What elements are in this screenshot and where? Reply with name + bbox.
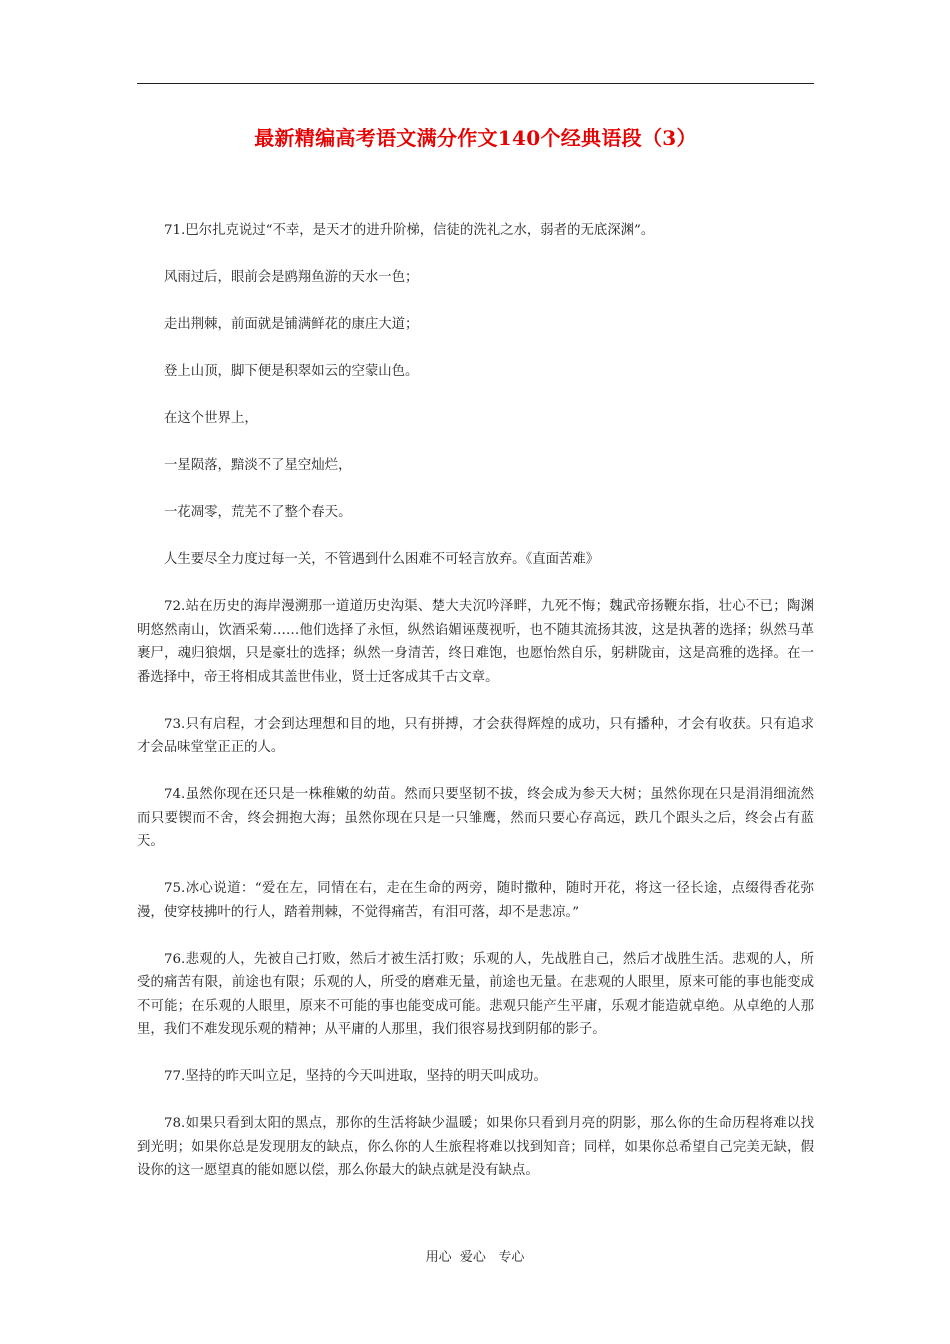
- paragraph-71-line-5: 一星陨落，黯淡不了星空灿烂，: [164, 458, 352, 473]
- paragraph-71-line-4: 在这个世界上，: [164, 411, 258, 426]
- paragraph-71-line-1: 风雨过后，眼前会是鸥翔鱼游的天水一色；: [164, 270, 419, 285]
- paragraph-71-line-2: 走出荆棘，前面就是铺满鲜花的康庄大道；: [164, 317, 419, 332]
- paragraph-77: 77.坚持的昨天叫立足，坚持的今天叫进取，坚持的明天叫成功。: [164, 1069, 547, 1084]
- paragraph-74: 74.虽然你现在还只是一株稚嫩的幼苗。然而只要坚韧不拔，终会成为参天大树；虽然你现在只是涓涓细流然而只要锲而不舍，终会拥抱大海；虽然你现在只是一只雏鹰，然而只要心存高远，跌几个跟头之后，终会占有蓝天。: [137, 787, 814, 849]
- document-body: [137, 219, 814, 1183]
- document-title: 最新精编高考语文满分作文140个经典语段（3）: [254, 126, 697, 150]
- page-footer: 用心 爱心 专心: [425, 1250, 525, 1265]
- paragraph-76: 76.悲观的人，先被自己打败，然后才被生活打败；乐观的人，先战胜自己，然后才战胜生活。悲观的人，所受的痛苦有限，前途也有限；乐观的人，所受的磨难无量，前途也无量。在悲观的人眼里，原来可能的事也能变成不可能；在乐观的人眼里，原来不可能的事也能变成可能。悲观只能产生平庸，乐观才能造就卓绝。从卓绝的人那里，我们不难发现乐观的精神；从平庸的人那里，我们很容易找到阴郁的影子。: [137, 951, 814, 1037]
- paragraph-71-conclusion: 人生要尽全力度过每一关，不管遇到什么困难不可轻言放弃。《直面苦难》: [164, 552, 600, 567]
- paragraph-78: 78.如果只看到太阳的黑点，那你的生活将缺少温暖；如果你只看到月亮的阴影，那么你的生命历程将难以找到光明；如果你总是发现朋友的缺点，你么你的人生旅程将难以找到知音；同样，如果你总希望自己完美无缺，假设你的这一愿望真的能如愿以偿，那么你最大的缺点就是没有缺点。: [137, 1116, 814, 1178]
- paragraph-75: 75.冰心说道：“爱在左，同情在右，走在生命的两旁，随时撒种，随时开花，将这一径长途，点缀得香花弥漫，使穿枝拂叶的行人，踏着荆棘，不觉得痛苦，有泪可落，却不是悲凉。”: [137, 881, 814, 920]
- paragraph-71-line-6: 一花凋零，荒芜不了整个春天。: [164, 505, 352, 520]
- paragraph-72: 72.站在历史的海岸漫溯那一道道历史沟渠、楚大夫沉吟泽畔，九死不悔；魏武帝扬鞭东指，壮心不已；陶渊明悠然南山，饮酒采菊……他们选择了永恒，纵然谄媚诬蔑视听，也不随其流扬其波，这是执著的选择；纵然马革裹尸，魂归狼烟，只是豪壮的选择；纵然一身清苦，终日难饱，也愿怡然自乐，躬耕陇亩，这是高雅的选择。在一番选择中，帝王将相成其盖世伟业，贤士迁客成其千古文章。: [137, 599, 814, 685]
- paragraph-71-line-3: 登上山顶，脚下便是积翠如云的空蒙山色。: [164, 364, 419, 379]
- paragraph-71: 71.巴尔扎克说过“不幸，是天才的进升阶梯，信徒的洗礼之水，弱者的无底深渊”。: [164, 223, 655, 238]
- paragraph-73: 73.只有启程，才会到达理想和目的地，只有拼搏，才会获得辉煌的成功，只有播种，才会有收获。只有追求才会品味堂堂正正的人。: [137, 716, 814, 755]
- header-rule: [137, 83, 814, 84]
